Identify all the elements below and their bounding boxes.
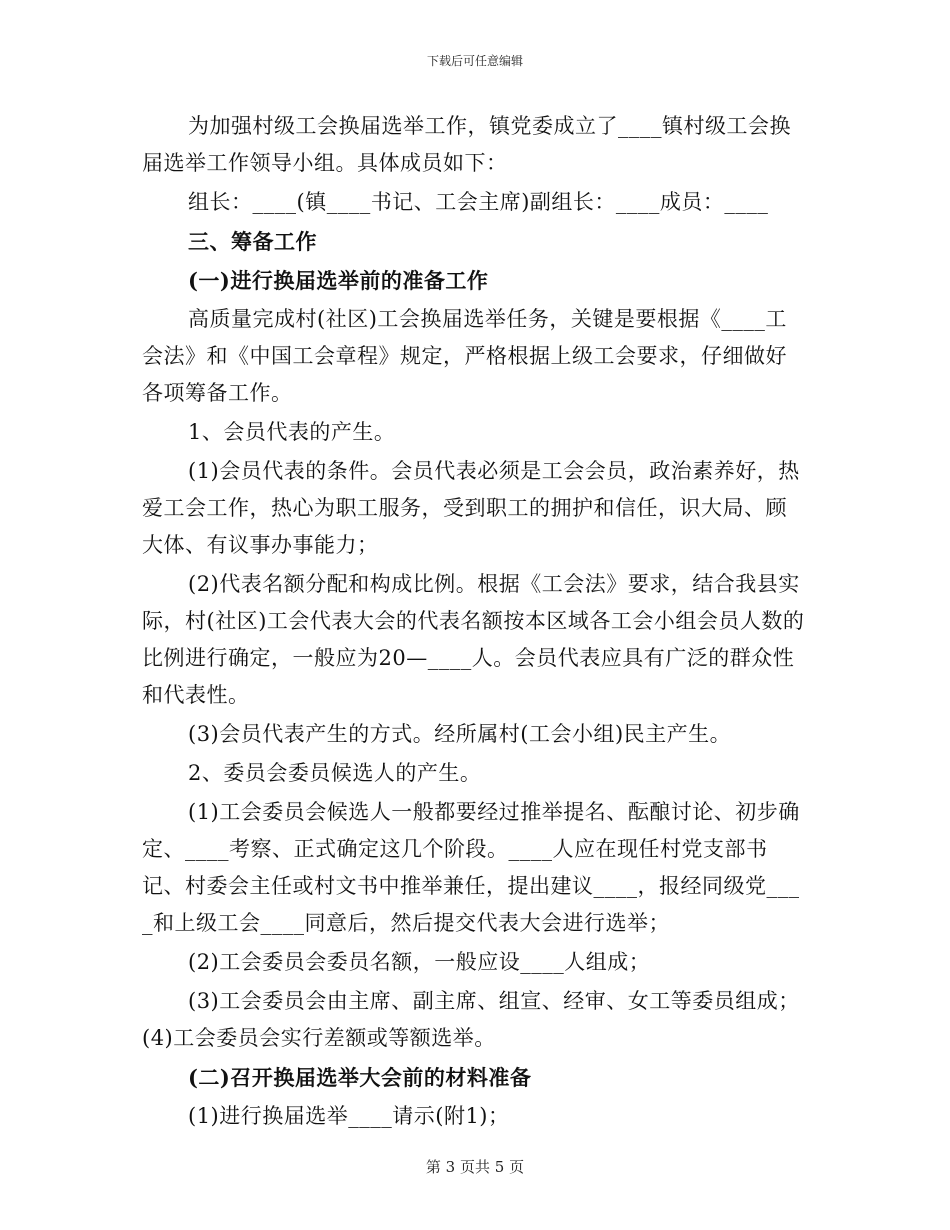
paragraph-item-1-2: (2)代表名额分配和构成比例。根据《工会法》要求，结合我县实际，村(社区)工会代表大会的代表名额按本区域各工会小组会员人数的比例进行确定，一般应为20—____人。会员代表应具有广泛的群众性和代表性。	[142, 572, 805, 707]
paragraph-item-1-1: (1)会员代表的条件。会员代表必须是工会会员，政治素养好，热爱工会工作，热心为职工服务，受到职工的拥护和信任，识大局、顾大体、有议事办事能力；	[142, 459, 800, 557]
section-heading-3: 三、筹备工作	[188, 229, 317, 254]
paragraph-item-2-2: (2)工会委员会委员名额，一般应设____人组成；	[188, 950, 651, 974]
page-footer: 第 3 页共 5 页	[425, 1158, 525, 1176]
paragraph-quality: 高质量完成村(社区)工会换届选举任务，关键是要根据《____工会法》和《中国工会章程》规定，严格根据上级工会要求，仔细做好各项筹备工作。	[142, 307, 787, 405]
paragraph-materials-1: (1)进行换届选举____请示(附1)；	[188, 1104, 510, 1128]
item-heading-1: 1、会员代表的产生。	[188, 420, 396, 444]
paragraph-item-1-3: (3)会员代表产生的方式。经所属村(工会小组)民主产生。	[188, 722, 732, 746]
paragraph-item-2-1: (1)工会委员会候选人一般都要经过推举提名、酝酿讨论、初步确定、____考察、正式确定这几个阶段。____人应在现任村党支部书记、村委会主任或村文书中推举兼任，提出建议____，报经同级党____和上级工会____同意后，然后提交代表大会进行选举；	[142, 800, 800, 935]
paragraph-item-2-3: (3)工会委员会由主席、副主席、组宣、经审、女工等委员组成；	[188, 989, 800, 1013]
paragraph-intro: 为加强村级工会换届选举工作，镇党委成立了____镇村级工会换届选举工作领导小组。具体成员如下：	[142, 114, 791, 175]
document-body	[142, 108, 808, 1135]
paragraph-members: 组长：____(镇____书记、工会主席)副组长：____成员：____	[188, 190, 769, 214]
page-header: 下载后可任意编辑	[426, 54, 523, 68]
subsection-heading-2: (二)召开换届选举大会前的材料准备	[188, 1065, 532, 1090]
subsection-heading-1: (一)进行换届选举前的准备工作	[188, 268, 489, 293]
item-heading-2: 2、委员会委员候选人的产生。	[188, 761, 482, 785]
paragraph-item-2-4: (4)工会委员会实行差额或等额选举。	[142, 1026, 496, 1050]
